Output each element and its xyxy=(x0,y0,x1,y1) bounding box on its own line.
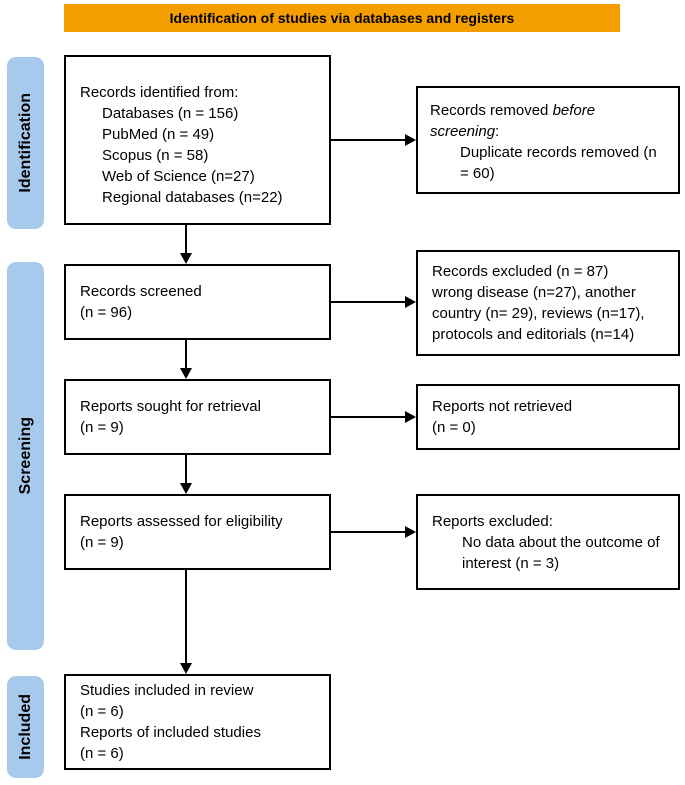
box-text-line: Scopus (n = 58) xyxy=(102,147,209,164)
box-text-line: No data about the outcome of xyxy=(462,533,660,551)
box-text-line: PubMed (n = 49) xyxy=(102,126,215,143)
text-segment-italic: before screening xyxy=(430,102,596,140)
box-text-line: Reports of included studies xyxy=(80,724,261,741)
arrow-sought-down-head xyxy=(180,483,192,494)
box-text-paragraph xyxy=(430,100,630,142)
box-text-line: interest (n = 3) xyxy=(462,554,560,572)
arrow-assessed-down-line xyxy=(185,570,187,663)
box-text-line: Databases (n = 156) xyxy=(102,105,239,122)
stage-label-identification: Identification xyxy=(17,93,34,193)
box-text-line: = 60) xyxy=(460,165,495,182)
box-reports-sought xyxy=(64,379,331,455)
box-text-line: (n = 96) xyxy=(80,304,133,321)
box-reports-assessed xyxy=(64,494,331,570)
box-text-line: (n = 9) xyxy=(80,419,124,436)
box-records-excluded xyxy=(416,250,680,356)
stage-label-screening: Screening xyxy=(17,417,34,495)
box-text-line: Studies included in review xyxy=(80,682,254,699)
box-text-line: protocols and editorials (n=14) xyxy=(432,326,635,343)
box-records-removed xyxy=(416,86,680,194)
diagram-title: Identification of studies via databases and registers xyxy=(169,9,515,26)
box-text-line: (n = 9) xyxy=(80,534,124,551)
arrow-sought-down-line xyxy=(185,455,187,483)
box-text-line: Records excluded (n = 87) xyxy=(432,263,609,280)
box-reports-excluded xyxy=(416,494,680,590)
box-text-line: wrong disease (n=27), another xyxy=(432,284,636,301)
arrow-sought-right-head xyxy=(405,411,416,423)
arrow-screened-down-head xyxy=(180,368,192,379)
box-records-identified xyxy=(64,55,331,225)
box-text-line: Reports assessed for eligibility xyxy=(80,513,283,530)
box-text-line: (n = 6) xyxy=(80,745,124,762)
stage-bar-included xyxy=(7,676,44,778)
stage-bar-screening xyxy=(7,262,44,650)
arrow-identified-right-head xyxy=(405,134,416,146)
text-segment: Records removed xyxy=(430,102,553,119)
box-studies-included xyxy=(64,674,331,770)
arrow-screened-down-line xyxy=(185,340,187,368)
diagram-title-banner xyxy=(64,4,620,32)
arrow-assessed-down-head xyxy=(180,663,192,674)
stage-bar-identification xyxy=(7,57,44,229)
box-text-line: (n = 6) xyxy=(80,703,124,720)
box-text-line: Reports excluded: xyxy=(432,512,553,530)
box-records-screened xyxy=(64,264,331,340)
box-text-line: (n = 0) xyxy=(432,419,476,436)
arrow-sought-right-line xyxy=(331,416,405,418)
arrow-identified-right-line xyxy=(331,139,405,141)
box-text-line: Duplicate records removed (n xyxy=(460,144,657,161)
box-text-line: Web of Science (n=27) xyxy=(102,168,255,185)
box-text-line: Reports sought for retrieval xyxy=(80,398,261,415)
arrow-assessed-right-line xyxy=(331,531,405,533)
box-reports-not-retrieved xyxy=(416,384,680,450)
arrow-identified-down-line xyxy=(185,225,187,253)
box-text-line: Reports not retrieved xyxy=(432,398,573,415)
text-segment: : xyxy=(495,123,500,140)
box-text-line: Regional databases (n=22) xyxy=(102,189,283,206)
box-text-line: country (n= 29), reviews (n=17), xyxy=(432,305,645,322)
arrow-screened-right-head xyxy=(405,296,416,308)
arrow-identified-down-head xyxy=(180,253,192,264)
box-text-line: Records screened xyxy=(80,283,202,300)
arrow-screened-right-line xyxy=(331,301,405,303)
arrow-assessed-right-head xyxy=(405,526,416,538)
stage-label-included: Included xyxy=(17,694,34,760)
box-text-line: Records identified from: xyxy=(80,84,239,101)
